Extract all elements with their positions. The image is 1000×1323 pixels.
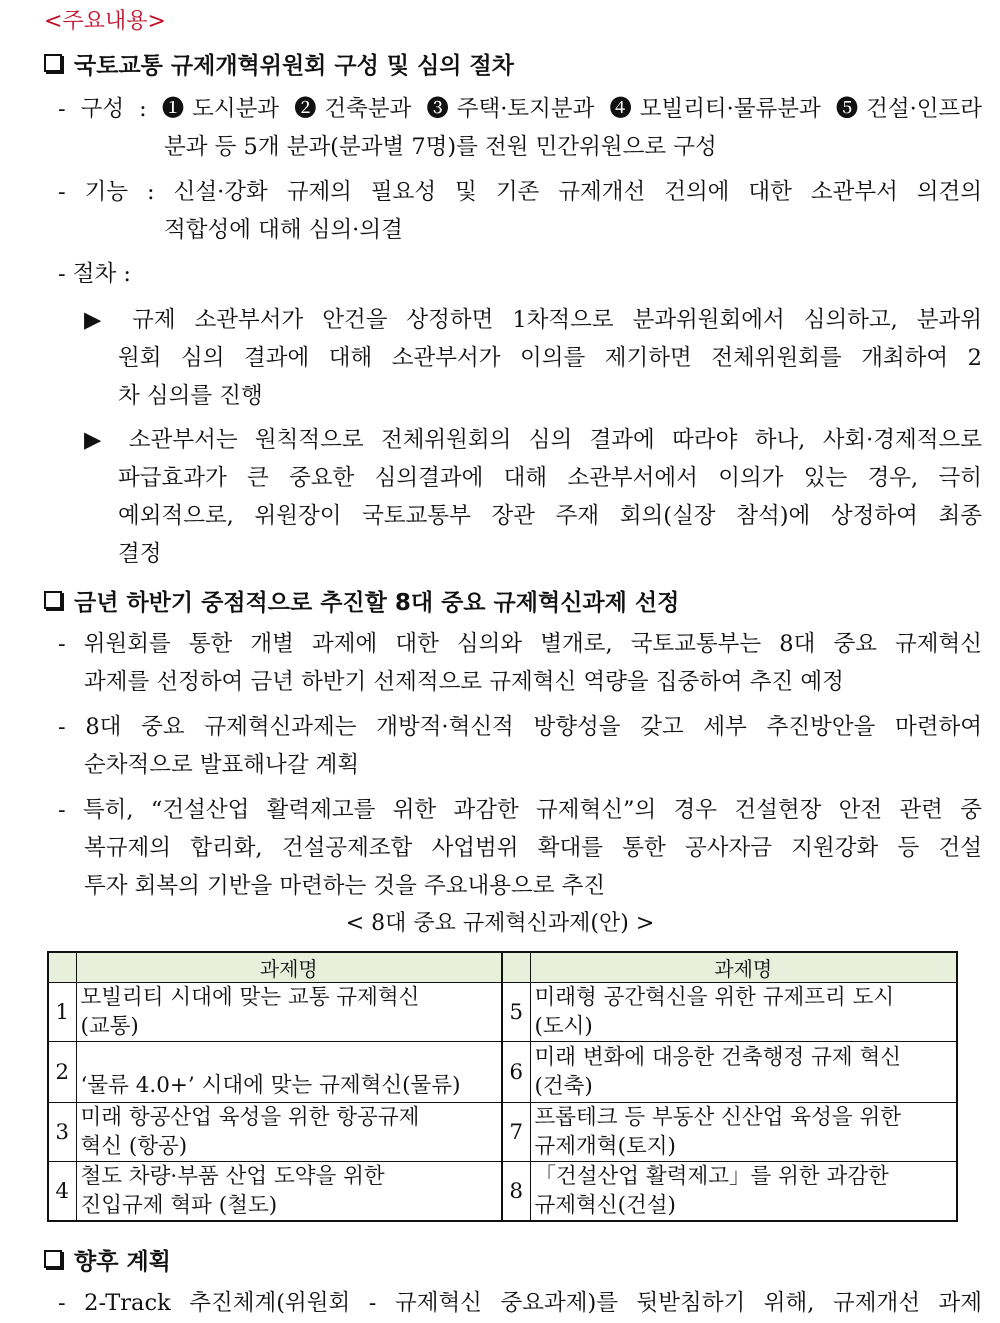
task-name-cell — [76, 1042, 502, 1103]
procedure-step-2-line-4: 결정 — [118, 541, 162, 567]
procedure-step-2-line-3: 예외적으로, 위원장이 국토교통부 장관 주재 회의(실장 참석)에 상정하여 최종 — [118, 503, 982, 529]
header-task-name-left: 과제명 — [76, 952, 502, 983]
section-title: 향후 계획 — [74, 1249, 171, 1275]
task-name-cell — [530, 1103, 957, 1162]
task-name-line: 미래형 공간혁신을 위한 규제프리 도시 — [534, 985, 895, 1010]
task-name-line: 규제개혁(토지) — [534, 1134, 676, 1159]
tasks-bullet-3-line-1: - 특히, “건설산업 활력제고를 위한 과감한 규제혁신”의 경우 건설현장 안전 관련 중 — [58, 797, 982, 823]
task-name-line: 미래 변화에 대응한 건축행정 규제 혁신 — [534, 1045, 901, 1070]
task-name-line: (도시) — [534, 1014, 593, 1039]
task-name-line: 모빌리티 시대에 맞는 교통 규제혁신 — [80, 985, 420, 1010]
composition-line-2: 분과 등 5개 분과(분과별 7명)를 전원 민간위원으로 구성 — [164, 134, 717, 160]
section-heading-tasks — [44, 584, 679, 617]
header-task-name-right: 과제명 — [530, 952, 957, 983]
section-heading-committee — [44, 47, 514, 80]
task-number: 1 — [48, 983, 76, 1042]
task-name-cell — [76, 983, 502, 1042]
task-name-line: 규제혁신(건설) — [534, 1193, 676, 1218]
table-row — [48, 1103, 957, 1162]
task-name-cell — [76, 1103, 502, 1162]
task-name-cell — [530, 983, 957, 1042]
procedure-label: - 절차 : — [58, 261, 131, 287]
section-title: 금년 하반기 중점적으로 추진할 8대 중요 규제혁신과제 선정 — [74, 590, 680, 616]
task-number: 4 — [48, 1162, 76, 1222]
summary-label: <주요내용> — [44, 9, 166, 34]
table-caption: < 8대 중요 규제혁신과제(안) > — [345, 911, 655, 936]
section-title: 국토교통 규제개혁위원회 구성 및 심의 절차 — [74, 53, 514, 79]
procedure-step-1-line-2: 원회 심의 결과에 대해 소관부서가 이의를 제기하면 전체위원회를 개최하여 2 — [118, 345, 982, 371]
task-name-line: 미래 항공산업 육성을 위한 항공규제 — [80, 1105, 420, 1130]
future-plan-line-1: - 2-Track 추진체계(위원회 - 규제혁신 중요과제)를 뒷받침하기 위해, 규제개선 과제 — [58, 1290, 982, 1316]
procedure-step-2-line-1: ▶ 소관부서는 원칙적으로 전체위원회의 심의 결과에 따라야 하나, 사회·경제적으로 — [84, 427, 982, 453]
task-name-cell — [530, 1162, 957, 1222]
tasks-bullet-1-line-2: 과제를 선정하여 금년 하반기 선제적으로 규제혁신 역량을 집중하여 추진 예정 — [84, 669, 844, 695]
task-name-line: 혁신 (항공) — [80, 1134, 188, 1159]
task-name-line: (건축) — [534, 1074, 593, 1099]
task-name-line: 「건설산업 활력제고」를 위한 과감한 — [534, 1164, 889, 1189]
checkbox-square-icon — [44, 1250, 62, 1268]
procedure-step-2-line-2: 파급효과가 큰 중요한 심의결과에 대해 소관부서에서 이의가 있는 경우, 극히 — [118, 465, 982, 491]
tasks-table — [47, 951, 958, 1222]
task-name-line: (교통) — [80, 1014, 139, 1039]
tasks-bullet-3-line-2: 복규제의 합리화, 건설공제조합 사업범위 확대를 통한 공사자금 지원강화 등 건설 — [84, 835, 982, 861]
tasks-bullet-2-line-1: - 8대 중요 규제혁신과제는 개방적·혁신적 방향성을 갖고 세부 추진방안을 마련하여 — [58, 714, 982, 740]
task-number: 7 — [502, 1103, 530, 1162]
header-num-cell — [502, 952, 530, 983]
checkbox-square-icon — [44, 591, 62, 609]
function-line-1: - 기능 : 신설·강화 규제의 필요성 및 기존 규제개선 건의에 대한 소관부서 의견의 — [58, 179, 982, 205]
table-header-row — [48, 952, 957, 983]
checkbox-square-icon — [44, 54, 62, 72]
task-name-line: 진입규제 혁파 (철도) — [80, 1193, 278, 1218]
task-number: 2 — [48, 1042, 76, 1103]
task-name-line: 프롭테크 등 부동산 신산업 육성을 위한 — [534, 1105, 901, 1130]
tasks-bullet-3-line-3: 투자 회복의 기반을 마련하는 것을 주요내용으로 추진 — [84, 873, 606, 899]
task-number: 6 — [502, 1042, 530, 1103]
tasks-bullet-2-line-2: 순차적으로 발표해나갈 계획 — [84, 752, 360, 778]
tasks-bullet-1-line-1: - 위원회를 통한 개별 과제에 대한 심의와 별개로, 국토교통부는 8대 중요 규제혁신 — [58, 631, 982, 657]
section-heading-future-plan — [44, 1243, 171, 1276]
table-row — [48, 983, 957, 1042]
function-line-2: 적합성에 대해 심의·의결 — [164, 217, 403, 243]
task-name-cell — [76, 1162, 502, 1222]
task-number: 8 — [502, 1162, 530, 1222]
task-name-cell — [530, 1042, 957, 1103]
procedure-step-1-line-3: 차 심의를 진행 — [118, 383, 263, 409]
procedure-step-1-line-1: ▶ 규제 소관부서가 안건을 상정하면 1차적으로 분과위원회에서 심의하고, 분과위 — [84, 307, 982, 333]
task-name-line: ‘물류 4.0+’ 시대에 맞는 규제혁신(물류) — [80, 1073, 461, 1098]
task-number: 5 — [502, 983, 530, 1042]
task-number: 3 — [48, 1103, 76, 1162]
task-name-line: 철도 차량·부품 산업 도약을 위한 — [80, 1164, 385, 1189]
header-num-cell — [48, 952, 76, 983]
table-row — [48, 1042, 957, 1103]
table-row — [48, 1162, 957, 1222]
composition-line-1: - 구성 : ❶도시분과 ❷건축분과 ❸주택·토지분과 ❹모빌리티·물류분과 ❺건설·인프라 — [58, 96, 982, 122]
